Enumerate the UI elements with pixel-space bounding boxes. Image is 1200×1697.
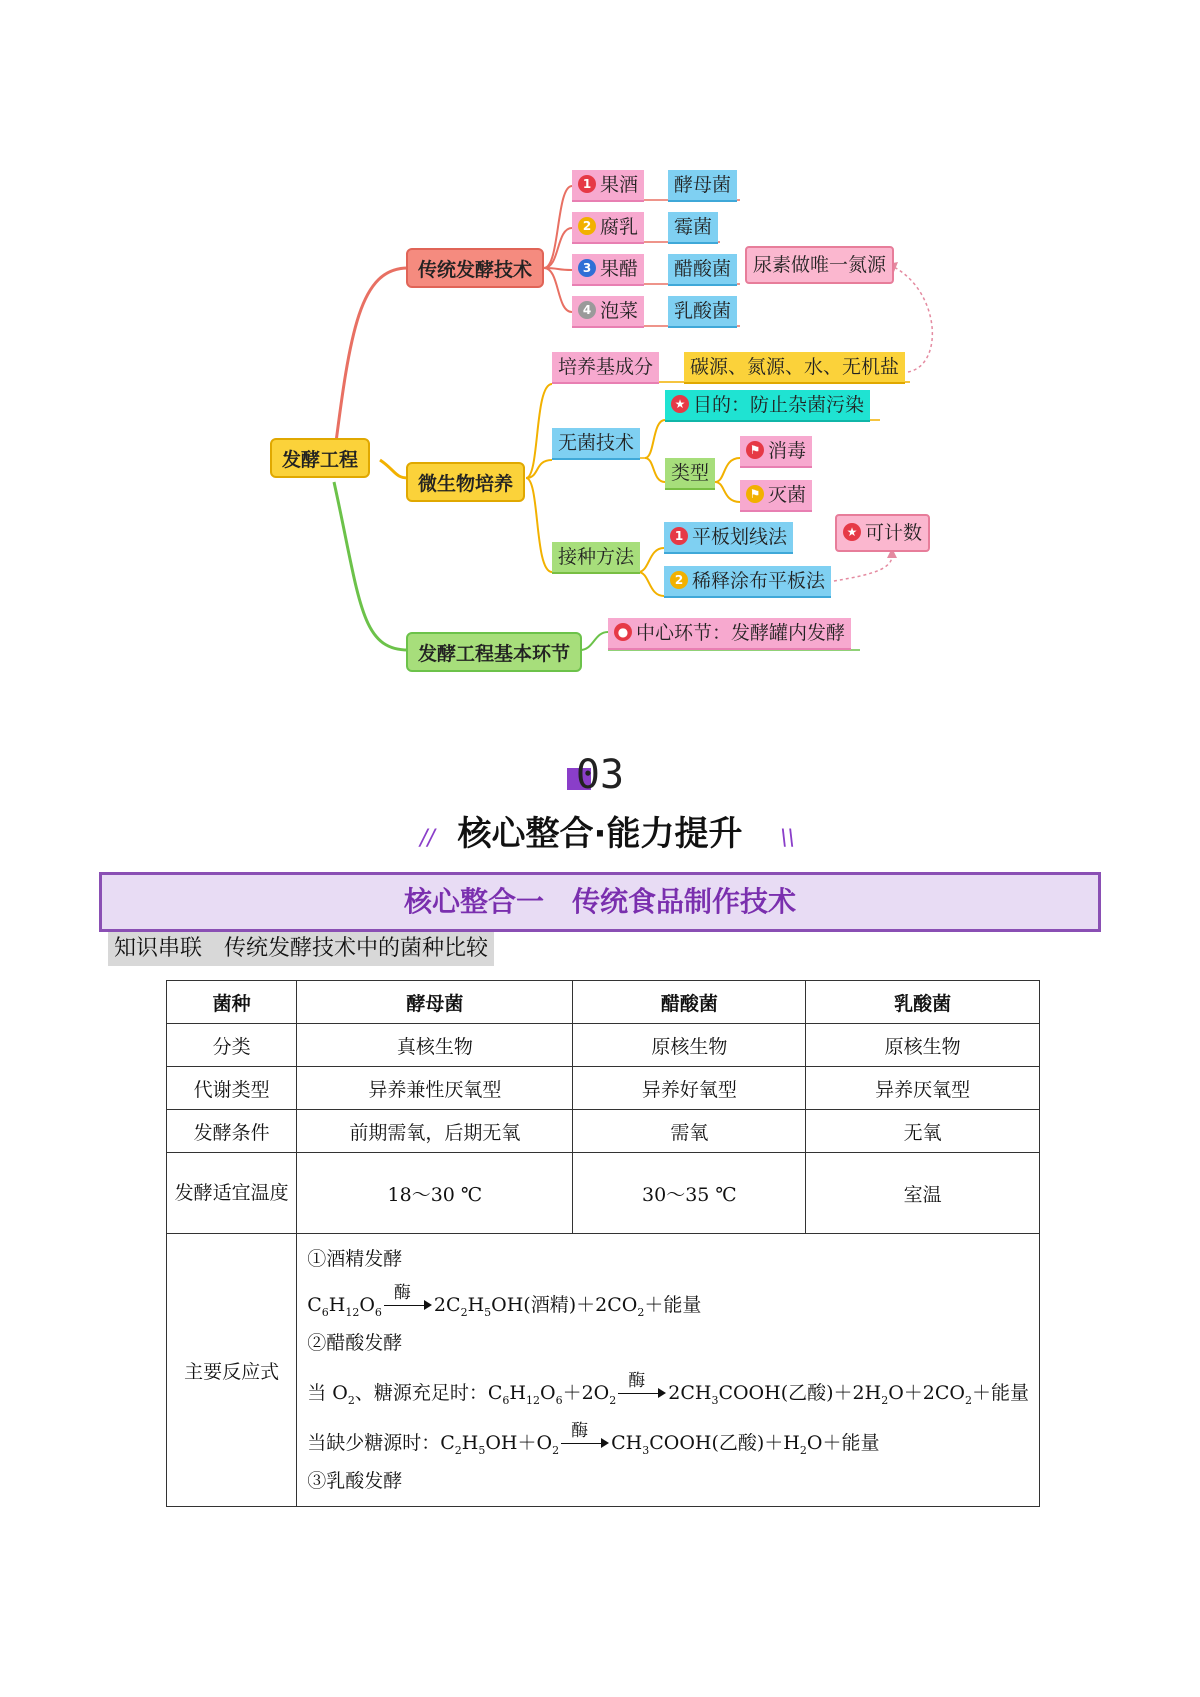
section-number: 03: [0, 752, 1200, 798]
table-cell: 发酵适宜温度: [167, 1153, 297, 1234]
acetic-title: ②醋酸发酵: [307, 1332, 403, 1354]
number-4-icon: 4: [578, 301, 596, 319]
table-cell: 发酵条件: [167, 1110, 297, 1153]
number-3-icon: 3: [578, 259, 596, 277]
type-sterilization: ⚑ 灭菌: [740, 480, 812, 512]
section-title: 核心整合·能力提升: [0, 806, 1200, 855]
sterile-types: 类型: [665, 458, 715, 490]
number-2-icon: 2: [578, 217, 596, 235]
number-1-icon: 1: [578, 175, 596, 193]
table-cell: 原核生物: [573, 1024, 806, 1067]
table-cell: 前期需氧，后期无氧: [297, 1110, 573, 1153]
table-row: [167, 1024, 1040, 1067]
lactic-title: ③乳酸发酵: [307, 1470, 403, 1492]
microbe-lactobacillus: 乳酸菌: [668, 296, 737, 328]
table-cell: 30～35 ℃: [573, 1153, 806, 1234]
table-header: 醋酸菌: [573, 981, 806, 1024]
alcohol-equation: $C_6H_{12}O_6$ 酶 $2C_2H_5OH$(酒精)$+2CO_2+$能量: [307, 1283, 702, 1319]
table-row: [167, 1067, 1040, 1110]
note-countable: ★ 可计数: [835, 514, 930, 552]
star-icon: ★: [671, 395, 689, 413]
knowledge-subheading: 知识串联 传统发酵技术中的菌种比较: [108, 932, 494, 966]
branch-microbe-culture: 微生物培养: [406, 462, 525, 502]
table-row: [167, 1153, 1040, 1234]
mind-map: [0, 0, 1200, 700]
flag-icon: ⚑: [746, 441, 764, 459]
table-header: 乳酸菌: [806, 981, 1040, 1024]
table-header-row: [167, 981, 1040, 1024]
reaction-equations: [297, 1234, 1040, 1507]
table-header: 酵母菌: [297, 981, 573, 1024]
enzyme-arrow-icon: 酶: [618, 1384, 666, 1404]
branch-basic-steps: 发酵工程基本环节: [406, 632, 582, 672]
table-cell: 异养兼性厌氧型: [297, 1067, 573, 1110]
table-cell: 分类: [167, 1024, 297, 1067]
table-row: [167, 1110, 1040, 1153]
method-spread-plate: 2 稀释涂布平板法: [664, 566, 831, 598]
microbe-comparison-table: [166, 980, 1040, 1507]
type-disinfection: ⚑ 消毒: [740, 436, 812, 468]
medium-detail: 碳源、氮源、水、无机盐: [684, 352, 905, 384]
mind-map-root: 发酵工程: [270, 438, 370, 478]
right-slash-decoration: \\: [780, 826, 795, 851]
table-cell: 异养厌氧型: [806, 1067, 1040, 1110]
number-1-icon: 1: [670, 527, 688, 545]
table-row-reactions: [167, 1234, 1040, 1507]
microbe-mold: 霉菌: [668, 212, 718, 244]
microbe-acetobacter: 醋酸菌: [668, 254, 737, 286]
branch-traditional-fermentation: 传统发酵技术: [406, 248, 544, 288]
alcohol-title: ①酒精发酵: [307, 1248, 403, 1270]
sterile-technique: 无菌技术: [552, 428, 640, 460]
enzyme-arrow-icon: 酶: [384, 1296, 432, 1316]
acetic-equation-1: 当 $O_2$、糖源充足时：$C_6H_{12}O_6+2O_2$ 酶 $2CH_3COOH$(乙酸)$+2H_2O+2CO_2+$能量: [307, 1371, 1029, 1407]
mind-map-connectors: [0, 0, 1200, 700]
person-icon: ●: [614, 623, 632, 641]
inoculation-methods: 接种方法: [552, 542, 640, 574]
center-step: ● 中心环节：发酵罐内发酵: [608, 618, 851, 650]
table-cell: 异养好氧型: [573, 1067, 806, 1110]
item-sufu: 2 腐乳: [572, 212, 644, 244]
sterile-purpose: ★ 目的：防止杂菌污染: [665, 390, 870, 422]
table-cell: 原核生物: [806, 1024, 1040, 1067]
left-slash-decoration: //: [420, 826, 435, 851]
flag-icon: ⚑: [746, 485, 764, 503]
note-urea-nitrogen: 尿素做唯一氮源: [745, 246, 894, 284]
table-cell: 需氧: [573, 1110, 806, 1153]
enzyme-arrow-icon: 酶: [561, 1434, 609, 1454]
microbe-yeast: 酵母菌: [668, 170, 737, 202]
item-fruit-wine: 1 果酒: [572, 170, 644, 202]
number-2-icon: 2: [670, 571, 688, 589]
item-pickle: 4 泡菜: [572, 296, 644, 328]
medium-components: 培养基成分: [552, 352, 659, 384]
method-streak-plate: 1 平板划线法: [664, 522, 793, 554]
acetic-equation-2: 当缺少糖源时：$C_2H_5OH+O_2$ 酶 $CH_3COOH$(乙酸)$+H_2O+$能量: [307, 1421, 880, 1457]
topic-banner: 核心整合一 传统食品制作技术: [99, 872, 1101, 932]
table-header: 菌种: [167, 981, 297, 1024]
table-cell: 无氧: [806, 1110, 1040, 1153]
table-cell: 18～30 ℃: [297, 1153, 573, 1234]
table-cell: 代谢类型: [167, 1067, 297, 1110]
table-cell: 真核生物: [297, 1024, 573, 1067]
table-cell: 室温: [806, 1153, 1040, 1234]
star-icon: ★: [843, 523, 861, 541]
item-fruit-vinegar: 3 果醋: [572, 254, 644, 286]
table-cell: 主要反应式: [167, 1234, 297, 1507]
